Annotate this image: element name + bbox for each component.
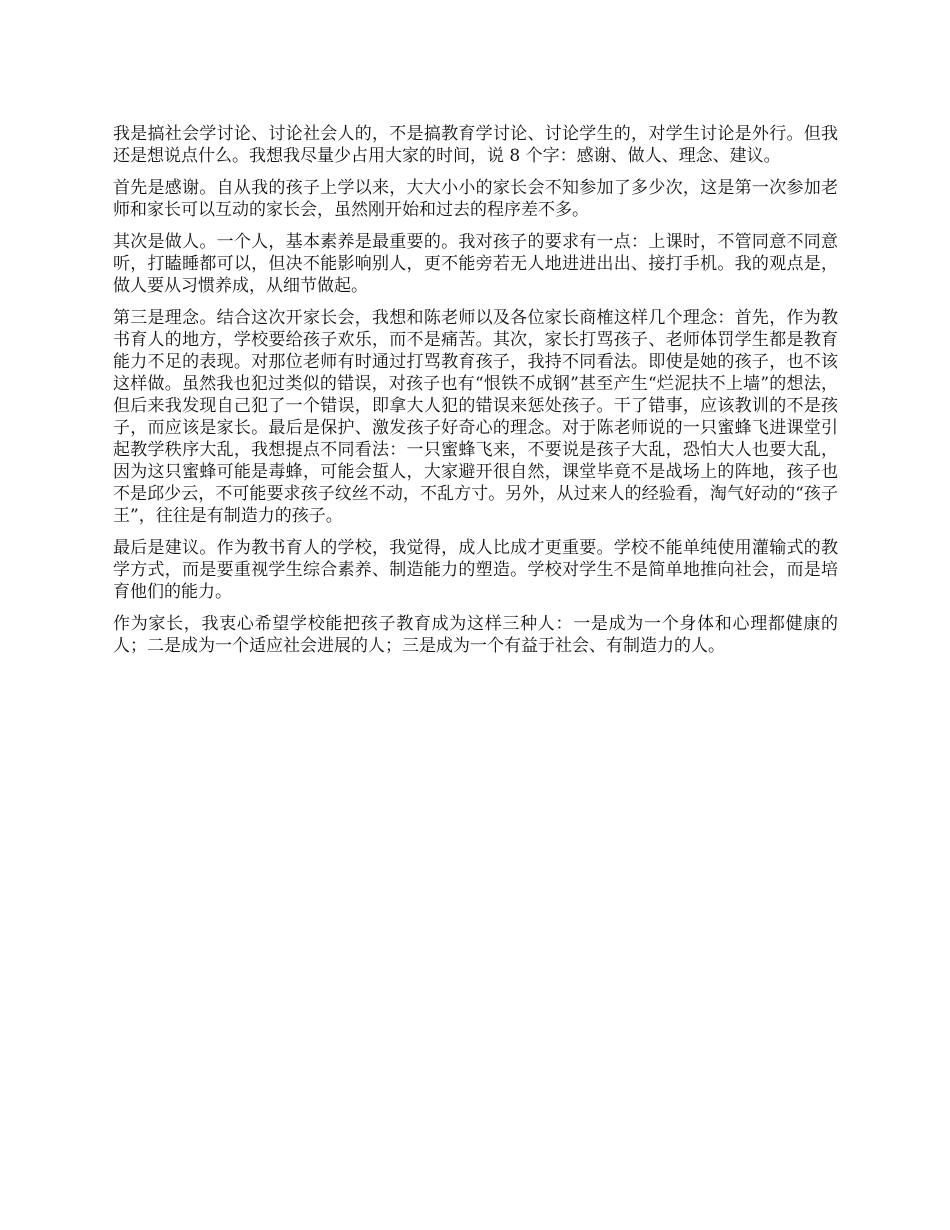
document-body xyxy=(113,123,838,667)
paragraph-thanks: 首先是感谢。自从我的孩子上学以来，大大小小的家长会不知参加了多少次，这是第一次参加老师和家长可以互动的家长会，虽然刚开始和过去的程序差不多。 xyxy=(113,178,838,220)
paragraph-conduct: 其次是做人。一个人，基本素养是最重要的。我对孩子的要求有一点：上课时，不管同意不同意听，打瞌睡都可以，但决不能影响别人，更不能旁若无人地进进出出、接打手机。我的观点是，做人要从习惯养成，从细节做起。 xyxy=(113,232,838,296)
paragraph-suggestion: 最后是建议。作为教书育人的学校，我觉得，成人比成才更重要。学校不能单纯使用灌输式的教学方式，而是要重视学生综合素养、制造能力的塑造。学校对学生不是简单地推向社会，而是培育他们的能力。 xyxy=(113,538,838,602)
paragraph-intro: 我是搞社会学讨论、讨论社会人的，不是搞教育学讨论、讨论学生的，对学生讨论是外行。但我还是想说点什么。我想我尽量少占用大家的时间，说 8 个字：感谢、做人、理念、建议。 xyxy=(113,124,838,166)
paragraph-conclusion: 作为家长，我衷心希望学校能把孩子教育成为这样三种人：一是成为一个身体和心理都健康的人；二是成为一个适应社会进展的人；三是成为一个有益于社会、有制造力的人。 xyxy=(113,614,838,656)
paragraph-philosophy: 第三是理念。结合这次开家长会，我想和陈老师以及各位家长商榷这样几个理念：首先，作为教书育人的地方，学校要给孩子欢乐，而不是痛苦。其次，家长打骂孩子、老师体罚学生都是教育能力不足的表现。对那位老师有时通过打骂教育孩子，我持不同看法。即使是她的孩子，也不该这样做。虽然我也犯过类似的错误，对孩子也有“恨铁不成钢”甚至产生“烂泥扶不上墙”的想法，但后来我发现自己犯了一个错误，即拿大人犯的错误来惩处孩子。干了错事，应该教训的不是孩子，而应该是家长。最后是保护、激发孩子好奇心的理念。对于陈老师说的一只蜜蜂飞进课堂引起教学秩序大乱，我想提点不同看法：一只蜜蜂飞来，不要说是孩子大乱，恐怕大人也要大乱，因为这只蜜蜂可能是毒蜂，可能会蜇人，大家避开很自然，课堂毕竟不是战场上的阵地，孩子也不是邱少云，不可能要求孩子纹丝不动，不乱方寸。另外，从过来人的经验看，淘气好动的“孩子王”，往往是有制造力的孩子。 xyxy=(113,308,838,526)
